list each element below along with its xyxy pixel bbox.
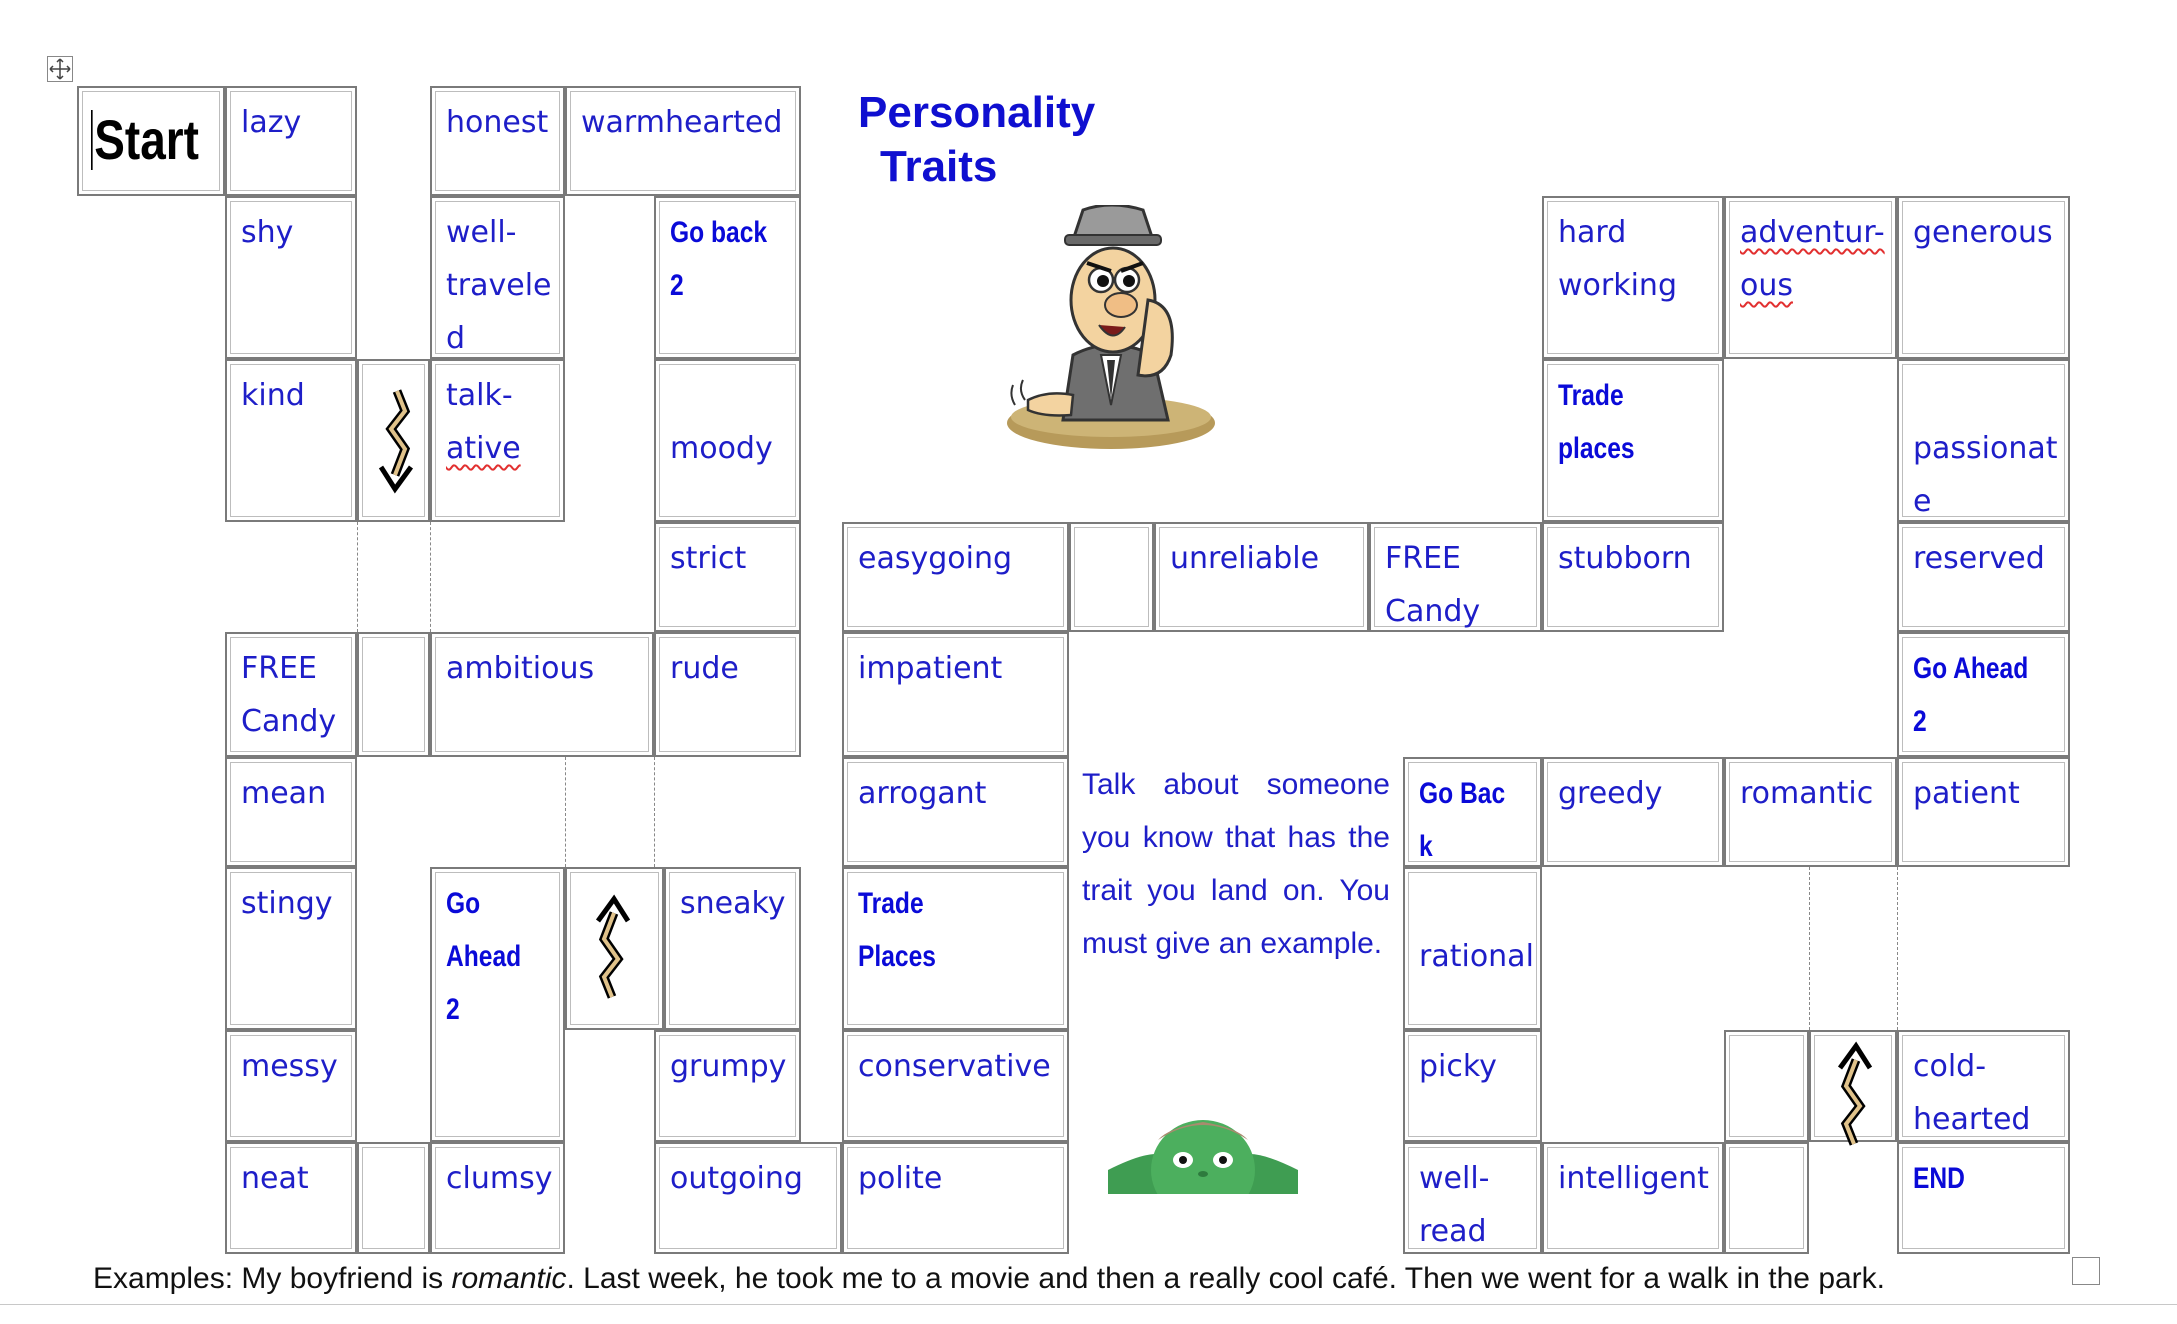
board-space-romantic [1724, 757, 1897, 867]
board-space-label: mean [241, 776, 327, 811]
table-move-handle-icon[interactable] [47, 56, 73, 82]
board-space-polite [842, 1142, 1069, 1254]
page-bottom-rule [0, 1304, 2177, 1305]
examples-line: Examples: My boyfriend is romantic. Last week, he took me to a movie and then a really cool café. Then we went for a walk in the park. [93, 1262, 1886, 1295]
table-resize-handle[interactable] [2072, 1257, 2100, 1285]
board-space-label: passionate [1913, 431, 2058, 519]
board-space-strict [654, 522, 801, 632]
page-title: Personality Traits [858, 88, 1096, 191]
instructions-text: Talk about someone you know that has the trait you land on. You must give an example. [1082, 768, 1390, 960]
board-space-label: Go Ahead 2 [446, 887, 522, 1026]
board-space-honest [430, 86, 565, 196]
board-space-go-ahead-2-left [430, 867, 565, 1142]
board-space-go-back-2 [654, 196, 801, 359]
board-space-reserved [1897, 522, 2070, 632]
board-space-label: rude [670, 651, 739, 686]
dashed-connector [430, 522, 431, 632]
dashed-connector [565, 757, 566, 867]
board-space-shy [225, 196, 357, 359]
board-space-go-back-1 [1403, 757, 1542, 867]
board-space-label: generous [1913, 215, 2053, 250]
board-space-impatient [842, 632, 1069, 757]
dashed-connector [357, 522, 358, 632]
board-space-trade-places-1 [1542, 359, 1724, 522]
board-space-label: stubborn [1558, 541, 1692, 576]
board-space-lazy [225, 86, 357, 196]
dashed-connector [1897, 867, 1898, 1030]
board-space-ambitious [430, 632, 654, 757]
board-space-label: arrogant [858, 776, 987, 811]
board-space-label: picky [1419, 1049, 1497, 1084]
board-space-label: clumsy [446, 1161, 553, 1196]
board-space-label: hard working [1558, 215, 1677, 303]
board-space-go-ahead-2-right [1897, 632, 2070, 757]
board-space-messy [225, 1030, 357, 1142]
start-cell [77, 86, 225, 196]
board-space-label: sneaky [680, 886, 786, 921]
board-space-label: Trade Places [858, 887, 936, 973]
frustrated-man-illustration [1003, 205, 1218, 455]
board-space-talk-ative [430, 359, 565, 522]
board-space-sneaky [664, 867, 801, 1030]
goblin-illustration [1108, 1110, 1298, 1194]
board-space-trade-places-2 [842, 867, 1069, 1030]
board-space-easygoing [842, 522, 1069, 632]
board-space-arrogant [842, 757, 1069, 867]
board-space-label: romantic [1740, 776, 1874, 811]
blank-cell-4 [1724, 1030, 1809, 1142]
blank-cell-2 [357, 1142, 430, 1254]
board-space-label: intelligent [1558, 1161, 1709, 1196]
arrow-up-icon [590, 893, 634, 1003]
board-space-label: messy [241, 1049, 338, 1084]
board-space-clumsy [430, 1142, 565, 1254]
board-space-label: talk- ative [446, 378, 521, 466]
board-space-label: unreliable [1170, 541, 1320, 576]
board-space-stubborn [1542, 522, 1724, 632]
blank-cell-3 [1069, 522, 1154, 632]
board-space-rational [1403, 867, 1542, 1030]
board-space-adventurous [1724, 196, 1897, 359]
blank-cell-1 [357, 632, 430, 757]
board-space-label: END [1913, 1162, 1965, 1195]
board-space-label: well- read [1419, 1161, 1490, 1249]
board-space-label: greedy [1558, 776, 1663, 811]
board-space-label: polite [858, 1161, 943, 1196]
dashed-connector [654, 757, 655, 867]
arrow-up-icon [1832, 1040, 1876, 1150]
board-space-well-read [1403, 1142, 1542, 1254]
board-space-label: impatient [858, 651, 1003, 686]
board-space-neat [225, 1142, 357, 1254]
board-space-label: reserved [1913, 541, 2045, 576]
board-space-label: well- travele d [446, 215, 552, 356]
board-space-label: cold- hearted [1913, 1049, 2031, 1137]
board-space-unreliable [1154, 522, 1369, 632]
board-space-label: Trade places [1558, 379, 1635, 465]
board-space-label: FREE Candy [241, 651, 337, 739]
board-space-rude [654, 632, 801, 757]
board-space-label: ambitious [446, 651, 595, 686]
board-space-moody [654, 359, 801, 522]
board-space-label: rational [1419, 939, 1534, 974]
board-space-stingy [225, 867, 357, 1030]
board-space-label: outgoing [670, 1161, 803, 1196]
board-space-end [1897, 1142, 2070, 1254]
board-space-well-traveled [430, 196, 565, 359]
board-space-mean [225, 757, 357, 867]
dashed-connector [1809, 867, 1810, 1030]
board-space-label: easygoing [858, 541, 1013, 576]
board-space-patient [1897, 757, 2070, 867]
board-space-outgoing [654, 1142, 842, 1254]
board-space-warmhearted [565, 86, 801, 196]
board-space-free-candy-1 [1369, 522, 1542, 632]
board-space-label: Go Ahead 2 [1913, 652, 2029, 738]
board-space-label: stingy [241, 886, 333, 921]
board-space-label: grumpy [670, 1049, 787, 1084]
board-space-cold-hearted [1897, 1030, 2070, 1142]
board-space-label: conservative [858, 1049, 1051, 1084]
board-space-generous [1897, 196, 2070, 359]
board-space-passionate [1897, 359, 2070, 522]
board-space-label: moody [670, 431, 773, 466]
board-space-intelligent [1542, 1142, 1724, 1254]
board-space-label: warmhearted [581, 105, 783, 140]
board-space-picky [1403, 1030, 1542, 1142]
board-space-label: neat [241, 1161, 309, 1196]
board-space-label: lazy [241, 105, 302, 140]
board-space-label: strict [670, 541, 747, 576]
board-space-label: patient [1913, 776, 2020, 811]
board-space-label: honest [446, 105, 549, 140]
arrow-down-icon [375, 385, 419, 495]
board-space-label: Go Back [1419, 777, 1506, 863]
start-label: Start [91, 110, 199, 170]
board-space-hard-working [1542, 196, 1724, 359]
board-space-label: kind [241, 378, 305, 413]
board-space-greedy [1542, 757, 1724, 867]
board-space-label: FREE Candy [1385, 541, 1481, 629]
board-space-label: adventur- ous [1740, 215, 1885, 303]
board-space-label: Go back 2 [670, 216, 768, 302]
board-space-kind [225, 359, 357, 522]
board-space-free-candy-2 [225, 632, 357, 757]
blank-cell-5 [1724, 1142, 1809, 1254]
board-space-label: shy [241, 215, 294, 250]
board-space-conservative [842, 1030, 1069, 1142]
board-space-grumpy [654, 1030, 801, 1142]
